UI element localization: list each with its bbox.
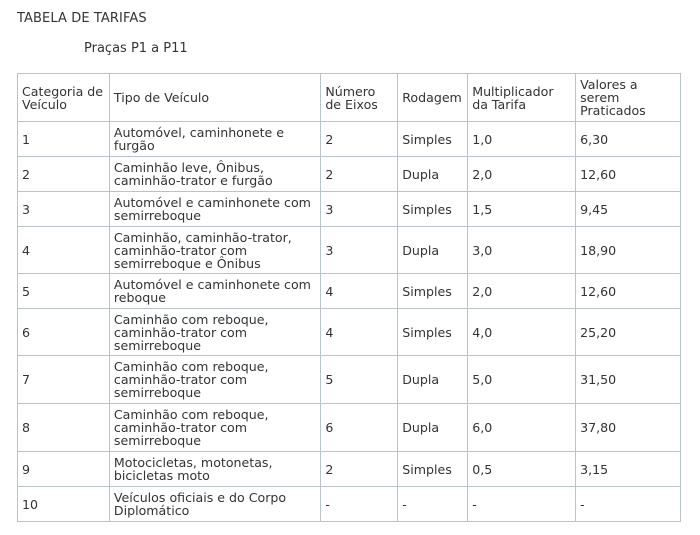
cell-wheels: Simples <box>398 309 468 356</box>
cell-wheels: Simples <box>398 274 468 309</box>
cell-vehicle-type: Caminhão com reboque, caminhão-trator com semirreboque <box>109 404 320 452</box>
cell-category: 4 <box>18 227 110 274</box>
column-header-axles: Número de Eixos <box>321 74 398 122</box>
column-header-vehicle-type: Tipo de Veículo <box>109 74 320 122</box>
column-header-category: Categoria de Veículo <box>18 74 110 122</box>
cell-value: 25,20 <box>576 309 681 356</box>
cell-category: 5 <box>18 274 110 309</box>
cell-category: 3 <box>18 192 110 227</box>
cell-vehicle-type: Automóvel e caminhonete com reboque <box>109 274 320 309</box>
page-title: TABELA DE TARIFAS <box>17 11 147 26</box>
cell-axles: 2 <box>321 452 398 487</box>
cell-axles: 3 <box>321 192 398 227</box>
cell-axles: 6 <box>321 404 398 452</box>
cell-category: 10 <box>18 487 110 522</box>
table-row <box>18 192 681 227</box>
cell-wheels: Simples <box>398 452 468 487</box>
cell-value: 9,45 <box>576 192 681 227</box>
cell-axles: 5 <box>321 356 398 404</box>
cell-vehicle-type: Caminhão com reboque, caminhão-trator com semirreboque <box>109 309 320 356</box>
cell-wheels: Dupla <box>398 356 468 404</box>
cell-value: 12,60 <box>576 274 681 309</box>
cell-wheels: - <box>398 487 468 522</box>
cell-axles: 3 <box>321 227 398 274</box>
cell-wheels: Dupla <box>398 157 468 192</box>
cell-value: 18,90 <box>576 227 681 274</box>
cell-wheels: Simples <box>398 122 468 157</box>
cell-category: 7 <box>18 356 110 404</box>
column-header-values: Valores a serem Praticados <box>576 74 681 122</box>
cell-vehicle-type: Motocicletas, motonetas, bicicletas moto <box>109 452 320 487</box>
table-row <box>18 274 681 309</box>
cell-wheels: Simples <box>398 192 468 227</box>
cell-vehicle-type: Caminhão com reboque, caminhão-trator com semirreboque <box>109 356 320 404</box>
cell-vehicle-type: Automóvel e caminhonete com semirreboque <box>109 192 320 227</box>
cell-value: 12,60 <box>576 157 681 192</box>
cell-axles: 4 <box>321 274 398 309</box>
cell-value: 3,15 <box>576 452 681 487</box>
cell-multiplier: 1,5 <box>468 192 576 227</box>
cell-vehicle-type: Veículos oficiais e do Corpo Diplomático <box>109 487 320 522</box>
cell-multiplier: 5,0 <box>468 356 576 404</box>
table-header-row <box>18 74 681 122</box>
cell-multiplier: 4,0 <box>468 309 576 356</box>
cell-value: 31,50 <box>576 356 681 404</box>
table-row <box>18 122 681 157</box>
cell-axles: 2 <box>321 157 398 192</box>
cell-value: 37,80 <box>576 404 681 452</box>
cell-vehicle-type: Caminhão leve, Ônibus, caminhão-trator e furgão <box>109 157 320 192</box>
page-subtitle: Praças P1 a P11 <box>84 41 188 56</box>
cell-vehicle-type: Caminhão, caminhão-trator, caminhão-trator com semirreboque e Ônibus <box>109 227 320 274</box>
cell-value: - <box>576 487 681 522</box>
cell-multiplier: 6,0 <box>468 404 576 452</box>
cell-category: 6 <box>18 309 110 356</box>
cell-axles: 4 <box>321 309 398 356</box>
cell-multiplier: 1,0 <box>468 122 576 157</box>
cell-vehicle-type: Automóvel, caminhonete e furgão <box>109 122 320 157</box>
cell-multiplier: 2,0 <box>468 157 576 192</box>
table-row <box>18 157 681 192</box>
cell-category: 9 <box>18 452 110 487</box>
cell-category: 8 <box>18 404 110 452</box>
tariff-table <box>17 73 681 522</box>
cell-multiplier: - <box>468 487 576 522</box>
table-row <box>18 227 681 274</box>
cell-multiplier: 2,0 <box>468 274 576 309</box>
cell-axles: 2 <box>321 122 398 157</box>
cell-multiplier: 0,5 <box>468 452 576 487</box>
cell-wheels: Dupla <box>398 404 468 452</box>
table-row <box>18 404 681 452</box>
column-header-multiplier: Multiplicador da Tarifa <box>468 74 576 122</box>
table-row <box>18 452 681 487</box>
table-row <box>18 309 681 356</box>
cell-category: 2 <box>18 157 110 192</box>
cell-wheels: Dupla <box>398 227 468 274</box>
cell-axles: - <box>321 487 398 522</box>
table-row <box>18 356 681 404</box>
table-row <box>18 487 681 522</box>
cell-value: 6,30 <box>576 122 681 157</box>
cell-category: 1 <box>18 122 110 157</box>
cell-multiplier: 3,0 <box>468 227 576 274</box>
column-header-wheels: Rodagem <box>398 74 468 122</box>
